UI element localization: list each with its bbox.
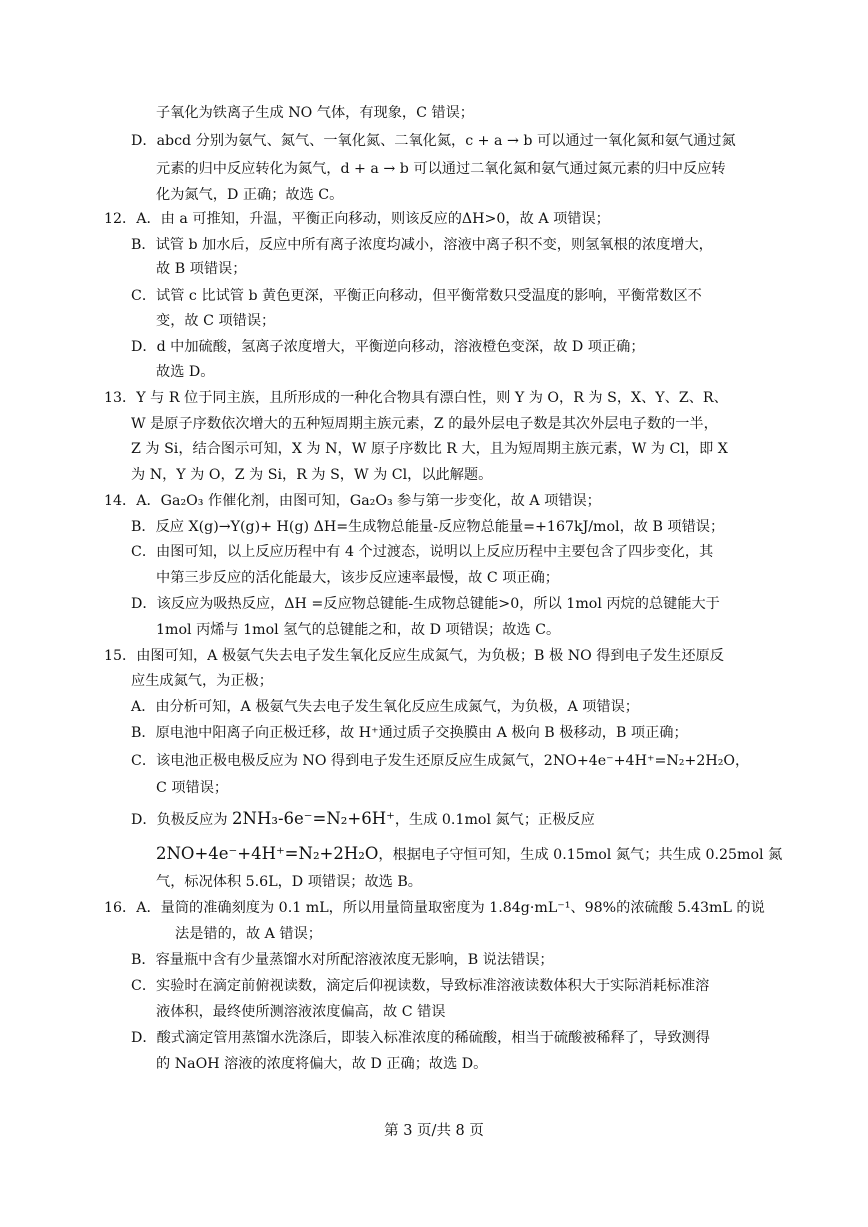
text-line: C．由图可知，以上反应历程中有 4 个过渡态，说明以上反应历程中主要包含了四步变化，其 xyxy=(131,544,714,560)
text-line: D．d 中加硫酸，氢离子浓度增大，平衡逆向移动，溶液橙色变深，故 D 项正确； xyxy=(131,339,645,355)
text-line: B．容量瓶中含有少量蒸馏水对所配溶液浓度无影响，B 说法错误； xyxy=(131,952,554,968)
text-line: 的 NaOH 溶液的浓度将偏大，故 D 正确；故选 D。 xyxy=(156,1056,488,1072)
text-line: W 是原子序数依次增大的五种短周期主族元素，Z 的最外层电子数是其次外层电子数的一半， xyxy=(131,416,718,432)
text-line: 14．A．Ga₂O₃ 作催化剂，由图可知，Ga₂O₃ 参与第一步变化，故 A 项错误； xyxy=(104,493,601,509)
equation-cathode: 2NO+4e⁻+4H⁺=N₂+2H₂O xyxy=(156,844,379,863)
text-line: C 项错误； xyxy=(156,780,229,796)
text-line: 化为氮气，D 正确；故选 C。 xyxy=(156,187,344,203)
page-footer: 第 3 页/共 8 页 xyxy=(384,1123,484,1139)
text-line: 16．A．量筒的准确刻度为 0.1 mL，所以用量筒量取密度为 1.84g·mL⁻¹、98%的浓硫酸 5.43mL 的说 xyxy=(104,900,765,916)
text-fragment: ，根据电子守恒可知，生成 0.15mol 氮气；共生成 0.25mol 氮 xyxy=(378,847,783,863)
text-fragment: D．负极反应为 xyxy=(131,812,233,828)
text-line: 15．由图可知，A 极氨气失去电子发生氧化反应生成氮气，为负极；B 极 NO 得到电子发生还原反 xyxy=(104,648,724,664)
text-line: B．反应 X(g)→Y(g)+ H(g) ΔH=生成物总能量-反应物总能量=+167kJ/mol，故 B 项错误； xyxy=(131,519,725,535)
text-line: 气，标况体积 5.6L，D 项错误；故选 B。 xyxy=(156,874,422,890)
text-line: D．该反应为吸热反应，ΔH =反应物总键能-生成物总键能>0，所以 1mol 丙烷的总键能大于 xyxy=(131,596,720,612)
text-line: 元素的归中反应转化为氮气，d + a → b 可以通过二氧化氮和氨气通过氮元素的归中反应转 xyxy=(156,161,726,177)
text-line: 故 B 项错误； xyxy=(156,261,247,277)
text-line: 12．A．由 a 可推知，升温，平衡正向移动，则该反应的ΔH>0，故 A 项错误； xyxy=(104,211,610,227)
text-line: B．试管 b 加水后，反应中所有离子浓度均减小，溶液中离子积不变，则氢氧根的浓度增大， xyxy=(131,237,713,253)
text-line: 变，故 C 项错误； xyxy=(156,313,276,329)
text-line: 故选 D。 xyxy=(156,364,215,380)
text-line: 1mol 丙烯与 1mol 氢气的总键能之和，故 D 项错误；故选 C。 xyxy=(156,622,561,638)
text-line xyxy=(131,809,595,830)
text-line: C．实验时在滴定前俯视读数，滴定后仰视读数，导致标准溶液读数体积大于实际消耗标准溶 xyxy=(131,978,710,994)
text-line: D．酸式滴定管用蒸馏水洗涤后，即装入标准浓度的稀硫酸，相当于硫酸被稀释了，导致测得 xyxy=(131,1030,710,1046)
text-line: D．abcd 分别为氨气、氮气、一氧化氮、二氧化氮，c + a → b 可以通过一氧化氮和氨气通过氮 xyxy=(131,133,736,149)
text-line xyxy=(156,844,782,865)
text-line: 中第三步反应的活化能最大，该步反应速率最慢，故 C 项正确； xyxy=(156,570,559,586)
text-line: 液体积，最终使所测溶液浓度偏高，故 C 错误 xyxy=(156,1004,446,1020)
text-line: 子氧化为铁离子生成 NO 气体，有现象，C 错误； xyxy=(156,105,474,121)
text-line: 13．Y 与 R 位于同主族，且所形成的一种化合物具有漂白性，则 Y 为 O，R 为 S，X、Y、Z、R、 xyxy=(104,390,728,406)
text-line: A．由分析可知，A 极氨气失去电子发生氧化反应生成氮气，为负极，A 项错误； xyxy=(131,699,639,715)
text-line: B．原电池中阳离子向正极迁移，故 H⁺通过质子交换膜由 A 极向 B 极移动，B 项正确； xyxy=(131,725,688,741)
text-fragment: ，生成 0.1mol 氮气；正极反应 xyxy=(394,812,595,828)
text-line: 应生成氮气，为正极； xyxy=(131,673,273,689)
text-line: C．试管 c 比试管 b 黄色更深，平衡正向移动，但平衡常数只受温度的影响，平衡常数区不 xyxy=(131,288,702,304)
equation-anode: 2NH₃-6e⁻=N₂+6H⁺ xyxy=(232,809,395,828)
text-line: Z 为 Si，结合图示可知，X 为 N，W 原子序数比 R 大，且为短周期主族元素，W 为 Cl，即 X xyxy=(131,441,728,457)
text-line: C．该电池正极电极反应为 NO 得到电子发生还原反应生成氮气，2NO+4e⁻+4H⁺=N₂+2H₂O， xyxy=(131,753,750,769)
text-line: 为 N，Y 为 O，Z 为 Si，R 为 S，W 为 Cl，以此解题。 xyxy=(131,467,493,483)
text-line: 法是错的，故 A 错误； xyxy=(175,926,322,942)
